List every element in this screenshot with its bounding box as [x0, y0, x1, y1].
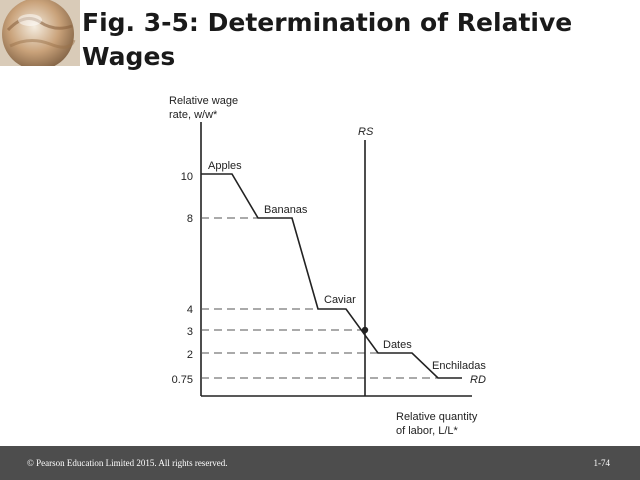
equilibrium-point	[362, 327, 368, 333]
footer-bar	[0, 446, 640, 480]
step-label-enchiladas: Enchiladas	[432, 360, 486, 372]
series-label-rs: RS	[358, 126, 374, 138]
y-tick-0-75: 0.75	[171, 374, 193, 386]
y-tick-8: 8	[186, 213, 193, 225]
page-number: 1-74	[593, 458, 610, 468]
x-axis-title-line2: of labor, L/L*	[396, 425, 458, 437]
y-axis-title-line2: rate, w/w*	[169, 109, 218, 121]
copyright-text: © Pearson Education Limited 2015. All rights reserved.	[27, 458, 228, 468]
series-label-rd: RD	[470, 374, 486, 386]
step-label-apples: Apples	[208, 160, 242, 172]
y-tick-4: 4	[186, 304, 193, 316]
y-axis-title-line1: Relative wage	[169, 95, 239, 107]
step-label-caviar: Caviar	[324, 294, 356, 306]
rd-curve	[201, 174, 462, 378]
slide-title: Fig. 3-5: Determination of Relative Wages	[82, 8, 573, 71]
y-tick-10: 10	[180, 171, 193, 183]
step-label-dates: Dates	[383, 339, 412, 351]
y-tick-3: 3	[186, 326, 193, 338]
step-label-bananas: Bananas	[264, 204, 308, 216]
y-tick-2: 2	[186, 349, 193, 361]
x-axis-title-line1: Relative quantity	[396, 411, 478, 423]
